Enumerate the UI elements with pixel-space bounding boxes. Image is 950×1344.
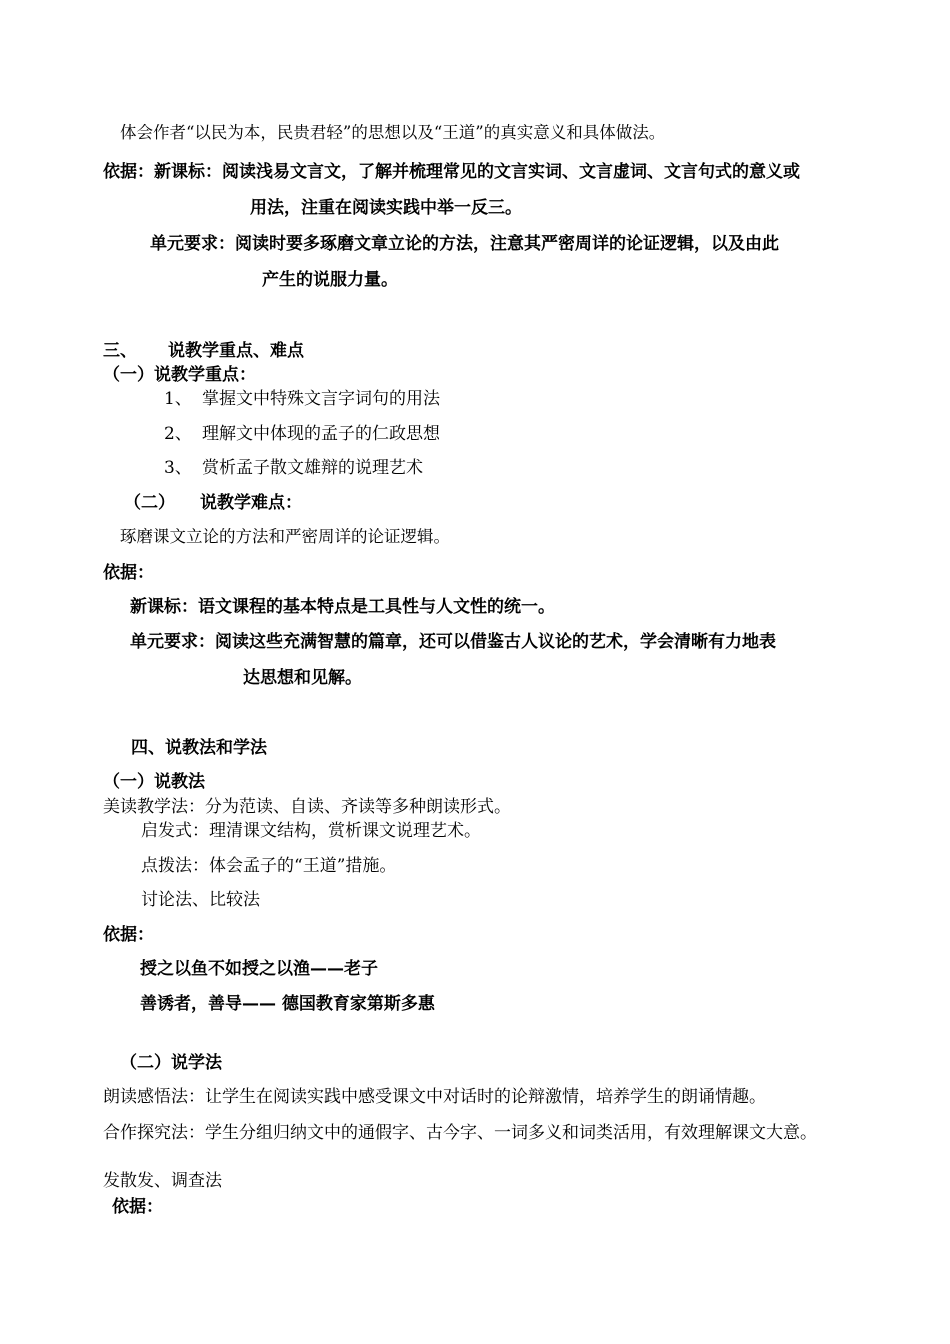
unit-requirement-line1: 单元要求：阅读时要多琢磨文章立论的方法，注意其严密周详的论证逻辑，以及由此 [150,234,779,254]
key-point-number: 2、 [164,424,192,444]
key-point-text: 理解文中体现的孟子的仁政思想 [202,424,440,444]
unit-requirement-line2: 产生的说服力量。 [262,270,398,290]
section3-sub2-heading: 说教学难点： [200,493,302,513]
learning-method: 朗读感悟法：让学生在阅读实践中感受课文中对话时的论辩激情，培养学生的朗诵情趣。 [103,1087,766,1107]
key-point-text: 赏析孟子散文雄辩的说理艺术 [202,458,423,478]
basis-curriculum-line1: 依据：新课标：阅读浅易文言文，了解并梳理常见的文言实词、文言虚词、文言句式的意义或 [103,162,800,182]
teaching-method: 美读教学法：分为范读、自读、齐读等多种朗读形式。 [103,797,511,817]
section3-number: 三、 [103,341,137,361]
basis-label: 依据： [103,563,154,583]
key-point-number: 3、 [164,458,192,478]
unit-requirement-line2: 达思想和见解。 [243,668,362,688]
learning-method: 发散发、调查法 [103,1171,222,1191]
quote-line: 授之以鱼不如授之以渔——老子 [140,959,378,979]
key-point-number: 1、 [164,389,192,409]
section4-title: 四、说教法和学法 [131,738,267,758]
goal-line: 体会作者“以民为本，民贵君轻”的思想以及“王道”的真实意义和具体做法。 [120,123,666,142]
section4-sub2-heading: （二）说学法 [120,1053,222,1073]
section4-sub1-heading: （一）说教法 [103,772,205,792]
basis-curriculum-line2: 用法，注重在阅读实践中举一反三。 [250,198,522,218]
teaching-method: 启发式：理清课文结构，赏析课文说理艺术。 [141,821,481,841]
teaching-method: 讨论法、比较法 [141,890,260,910]
learning-method: 合作探究法：学生分组归纳文中的通假字、古今字、一词多义和词类活用，有效理解课文大意。 [103,1123,817,1143]
teaching-method: 点拨法：体会孟子的“王道”措施。 [141,856,397,876]
basis-curriculum-standard: 新课标：语文课程的基本特点是工具性与人文性的统一。 [130,597,555,617]
basis-label: 依据： [112,1197,163,1217]
basis-label: 依据： [103,925,154,945]
quote-line: 善诱者，善导—— 德国教育家第斯多惠 [140,994,435,1014]
section3-sub1-heading: （一）说教学重点： [103,365,256,385]
unit-requirement-line1: 单元要求：阅读这些充满智慧的篇章，还可以借鉴古人议论的艺术，学会清晰有力地表 [130,632,776,652]
key-point-text: 掌握文中特殊文言字词句的用法 [202,389,440,409]
section3-title: 说教学重点、难点 [168,341,304,361]
difficulty-text: 琢磨课文立论的方法和严密周详的论证逻辑。 [120,527,450,546]
section3-sub2-number: （二） [124,493,175,513]
